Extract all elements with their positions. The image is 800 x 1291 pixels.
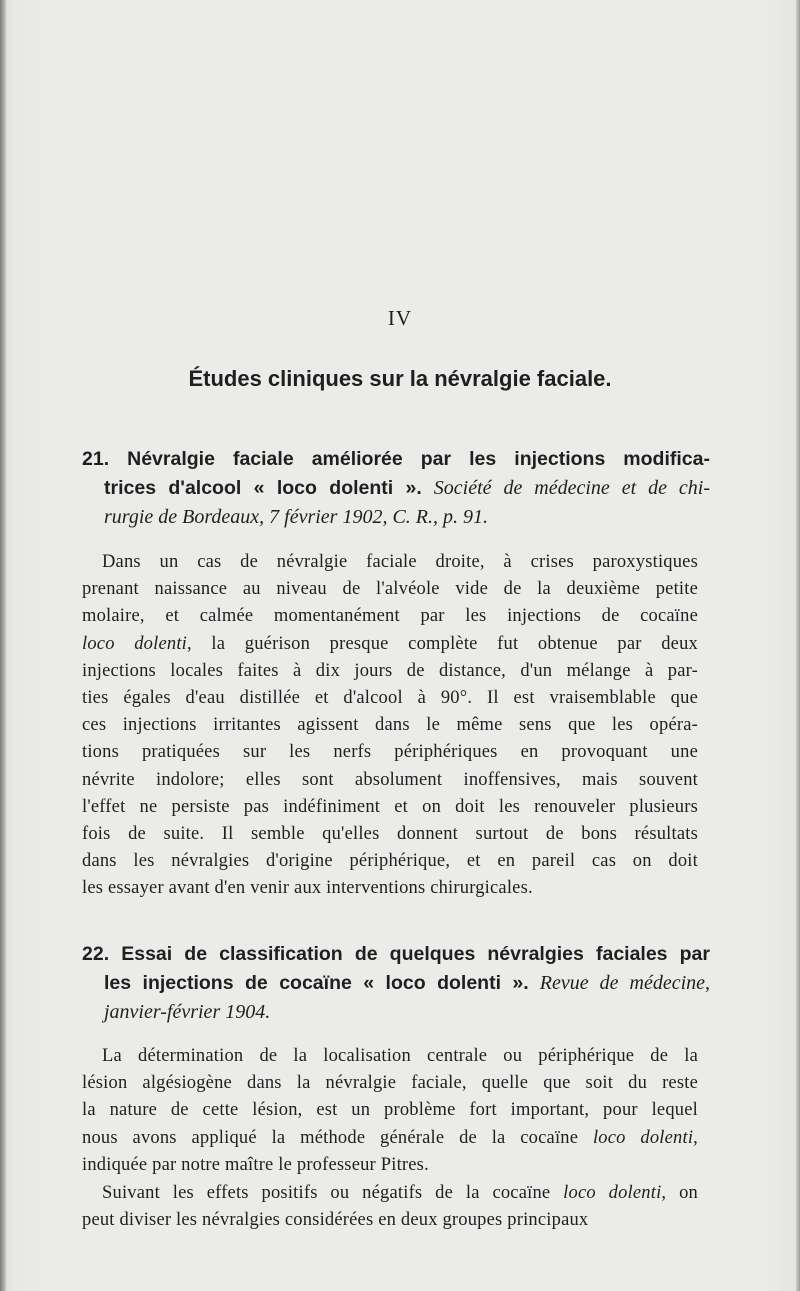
paragraph-line: loco dolenti, la guérison presque complète fut obtenue par deux: [82, 633, 698, 654]
paragraph-line: tions pratiquées sur les nerfs périphériques en provoquant une: [82, 742, 698, 763]
entry-title-text: 22. Essai de classification de quelques névralgies faciales par: [82, 943, 710, 965]
paragraph-line: prenant naissance au niveau de l'alvéole vide de la deuxième petite: [82, 579, 698, 600]
entry-paragraph: [82, 549, 698, 903]
paragraph-line: dans les névralgies d'origine périphérique, et en pareil cas on doit: [82, 851, 698, 872]
entry-paragraph: [82, 1043, 698, 1179]
paragraph-line: peut diviser les névralgies considérées en deux groupes principaux: [82, 1210, 589, 1231]
entry-heading: [82, 940, 710, 1027]
entry-heading-line: [82, 503, 710, 532]
entry-citation-text: Revue de médecine,: [539, 972, 711, 994]
italic-term: loco dolenti: [592, 1127, 694, 1148]
entry-citation-text: rurgie de Bordeaux, 7 février 1902, C. R., p. 91.: [104, 506, 489, 528]
entry-heading-line: [82, 445, 710, 474]
entry-heading-line: [82, 969, 710, 998]
paragraph-line: fois de suite. Il semble qu'elles donnent surtout de bons résultats: [82, 824, 698, 845]
section-title: Études cliniques sur la névralgie faciale.: [188, 366, 612, 391]
section-number: IV: [387, 306, 413, 330]
entry-paragraph: [82, 1180, 698, 1234]
paragraph-line: lésion algésiogène dans la névralgie faciale, quelle que soit du reste: [82, 1073, 698, 1094]
paragraph-line: ties égales d'eau distillée et d'alcool à 90°. Il est vraisemblable que: [82, 688, 698, 709]
entry-title-text: 21. Névralgie faciale améliorée par les injections modifica-: [82, 448, 710, 470]
paragraph-line: injections locales faites à dix jours de distance, d'un mélange à par-: [82, 660, 698, 681]
paragraph-line: ces injections irritantes agissent dans le même sens que les opéra-: [82, 715, 698, 736]
entry-citation-text: Société de médecine et de chi-: [433, 477, 711, 499]
italic-term: loco dolenti: [82, 633, 188, 654]
paragraph-line: molaire, et calmée momentanément par les injections de cocaïne: [82, 606, 698, 627]
paragraph-line: indiquée par notre maître le professeur Pitres.: [82, 1154, 429, 1175]
page-right-edge: [796, 0, 800, 1291]
entry-title-text: trices d'alcool « loco dolenti ».: [104, 477, 422, 499]
paragraph-line: La détermination de la localisation centrale ou périphérique de la: [102, 1046, 698, 1066]
entry-heading-line: [82, 998, 710, 1027]
paragraph-line: nous avons appliqué la méthode générale de la cocaïne loco dolenti,: [82, 1127, 698, 1148]
paragraph-line: Suivant les effets positifs ou négatifs de la cocaïne loco dolenti, on: [102, 1183, 698, 1203]
italic-term: loco dolenti: [563, 1183, 662, 1203]
entry-heading-line: [82, 940, 710, 969]
paragraph-line: Dans un cas de névralgie faciale droite, à crises paroxystiques: [102, 552, 698, 572]
entry-citation-text: janvier-février 1904.: [104, 1001, 271, 1023]
paragraph-line: la nature de cette lésion, est un problème fort important, pour lequel: [82, 1100, 698, 1121]
paragraph-line: les essayer avant d'en venir aux interventions chirurgicales.: [82, 878, 533, 899]
entry-heading: [82, 445, 710, 532]
page-left-edge: [0, 0, 6, 1291]
entry-heading-line: [82, 474, 710, 503]
paragraph-line: névrite indolore; elles sont absolument inoffensives, mais souvent: [82, 769, 698, 790]
entry-title-text: les injections de cocaïne « loco dolenti ».: [104, 972, 529, 994]
paragraph-line: l'effet ne persiste pas indéfiniment et on doit les renouveler plusieurs: [82, 796, 698, 817]
